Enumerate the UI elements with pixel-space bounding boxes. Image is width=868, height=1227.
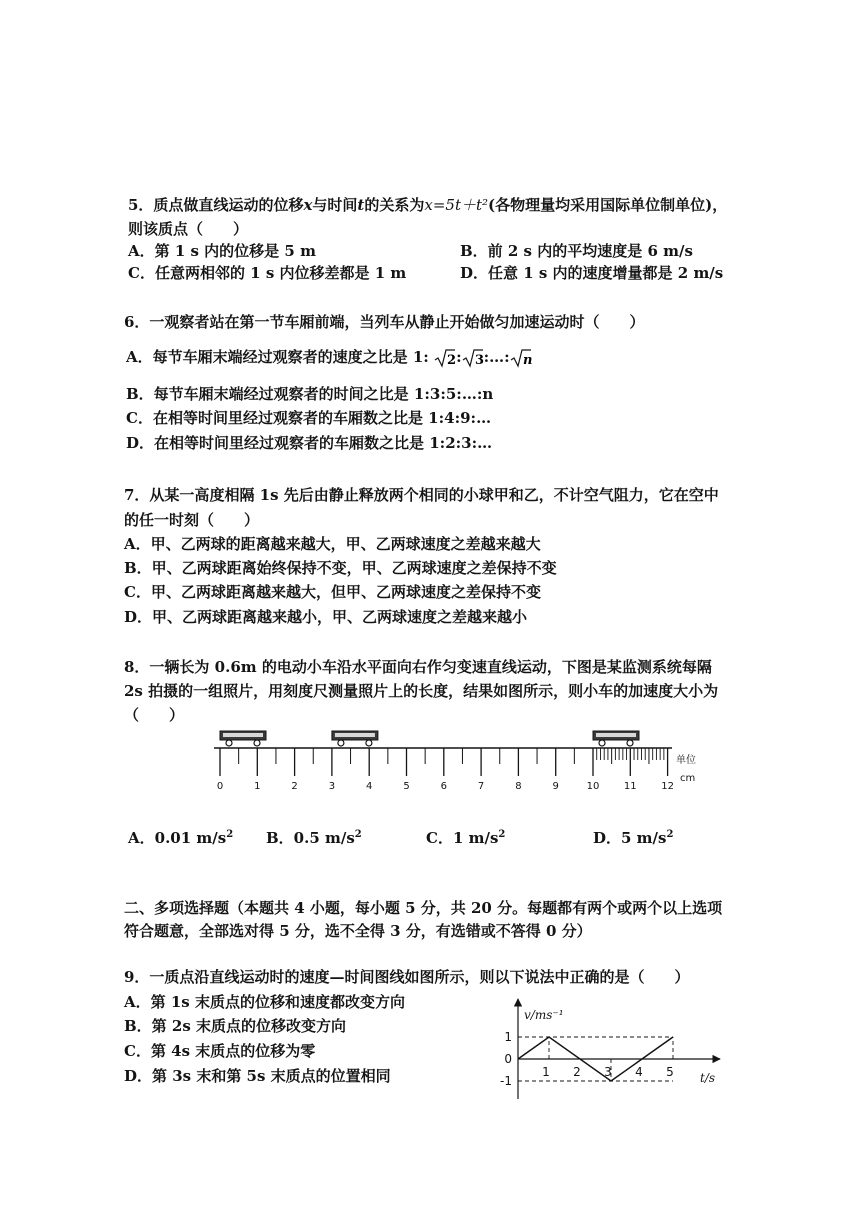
q7-option-d: D．甲、乙两球距离越来越小，甲、乙两球速度之差越来越小 — [124, 608, 528, 626]
q5-option-a: A．第 1 s 内的位移是 5 m — [128, 242, 316, 260]
q8-option-b — [266, 828, 362, 848]
q8-stem-line3: （ ） — [124, 706, 185, 724]
q5-option-d: D．任意 1 s 内的速度增量都是 2 m/s — [460, 264, 724, 282]
sqrt-3-symbol — [462, 347, 484, 369]
q5-stem-line2: 则该质点（ ） — [128, 220, 249, 238]
ruler-unit: cm — [680, 773, 696, 784]
sqrt-n-radicand: n — [522, 353, 532, 368]
section2-line1: 二、多项选择题（本题共 4 小题，每小题 5 分，共 20 分。每题都有两个或两个以上选项 — [124, 899, 723, 917]
cart-window — [335, 733, 375, 737]
q6-option-b: B．每节车厢末端经过观察者的时间之比是 1:3:5:…:n — [126, 385, 494, 403]
y-axis-label: v/ms⁻¹ — [524, 1008, 564, 1022]
q5-option-b: B．前 2 s 内的平均速度是 6 m/s — [460, 242, 693, 260]
cart-window — [223, 733, 263, 737]
q9-option-a: A．第 1s 末质点的位移和速度都改变方向 — [124, 993, 405, 1011]
q5-var-x: x — [303, 196, 313, 214]
x-axis-label: t/s — [700, 1071, 716, 1085]
q5-stem-line1 — [128, 195, 727, 215]
ruler-tick-label: 9 — [552, 781, 559, 792]
ruler-unit-label: 单位 — [676, 755, 696, 766]
cart — [220, 731, 266, 746]
x-tick-label: 1 — [542, 1065, 550, 1079]
ruler-tick-label: 7 — [477, 781, 485, 792]
y-tick-label: -1 — [500, 1074, 512, 1088]
q5-stem-d: (各物理量均采用国际单位制单位)， — [488, 196, 728, 214]
x-tick-label: 4 — [635, 1065, 643, 1079]
sqrt-2-radicand: 2 — [447, 353, 457, 368]
q9-stem: 9．一质点沿直线运动时的速度—时间图线如图所示，则以下说法中正确的是（ ） — [124, 968, 690, 986]
cart-wheel — [366, 740, 372, 746]
ruler-tick-label: 4 — [366, 781, 373, 792]
cart-wheel — [627, 740, 633, 746]
sqrt-3-radicand: 3 — [474, 353, 484, 368]
q6-option-c: C．在相等时间里经过观察者的车厢数之比是 1:4:9:… — [126, 409, 492, 427]
q8-stem-line2: 2s 拍摄的一组照片，用刻度尺测量照片上的长度，结果如图所示，则小车的加速度大小为 — [124, 682, 719, 700]
q8-option-c — [426, 828, 505, 848]
q7-option-b: B．甲、乙两球距离始终保持不变，甲、乙两球速度之差保持不变 — [124, 559, 557, 577]
q5-var-t: t — [357, 196, 365, 214]
q9-option-b: B．第 2s 末质点的位移改变方向 — [124, 1017, 347, 1035]
q9-option-c: C．第 4s 末质点的位移为零 — [124, 1042, 316, 1060]
q6-stem: 6．一观察者站在第一节车厢前端，当列车从静止开始做匀加速运动时（ ） — [124, 313, 645, 331]
ruler-tick-label: 6 — [440, 781, 447, 792]
cart-photos — [220, 731, 639, 746]
ruler-tick-label: 5 — [403, 781, 410, 792]
q7-stem-line1: 7．从某一高度相隔 1s 先后由静止释放两个相同的小球甲和乙，不计空气阻力，它在空中 — [124, 486, 719, 504]
q8-option-b-label: B．0.5 m/s — [266, 829, 355, 847]
q8-option-a-sup: 2 — [226, 829, 234, 840]
ruler — [214, 748, 674, 792]
q8-option-d-sup: 2 — [666, 829, 674, 840]
q5-formula: x=5t＋t² — [424, 196, 489, 214]
q8-option-c-label: C．1 m/s — [426, 829, 499, 847]
y-tick-label: 0 — [504, 1052, 512, 1066]
q8-option-b-sup: 2 — [354, 829, 362, 840]
ruler-tick-label: 12 — [661, 781, 674, 792]
sqrt-2-symbol — [434, 347, 456, 369]
q6-option-a-prefix: A．每节车厢末端经过观察者的速度之比是 1: — [126, 348, 429, 366]
q6-option-a-mid: :…: — [483, 348, 510, 366]
ruler-tick-label: 0 — [216, 781, 224, 792]
q8-option-d — [593, 828, 673, 848]
ruler-tick-label: 3 — [328, 781, 336, 792]
q5-stem-c: 的关系为 — [364, 196, 425, 214]
q8-option-a-label: A．0.01 m/s — [128, 829, 227, 847]
ruler-figure — [200, 728, 720, 800]
q7-option-a: A．甲、乙两球的距离越来越大，甲、乙两球速度之差越来越大 — [124, 535, 541, 553]
q8-option-d-label: D．5 m/s — [593, 829, 667, 847]
cart-wheel — [338, 740, 344, 746]
cart-wheel — [226, 740, 232, 746]
q8-option-c-sup: 2 — [498, 829, 506, 840]
x-tick-label: 5 — [666, 1065, 674, 1079]
q5-option-c: C．任意两相邻的 1 s 内位移差都是 1 m — [128, 264, 407, 282]
cart-window — [596, 733, 636, 737]
cart — [593, 731, 639, 746]
ruler-tick-label: 8 — [515, 781, 522, 792]
cart-wheel — [254, 740, 260, 746]
q8-stem-line1: 8．一辆长为 0.6m 的电动小车沿水平面向右作匀变速直线运动，下图是某监测系统每隔 — [124, 658, 712, 676]
section2-line2: 符合题意，全部选对得 5 分，选不全得 3 分，有选错或不答得 0 分） — [124, 922, 592, 940]
q9-option-d: D．第 3s 末和第 5s 末质点的位置相同 — [124, 1067, 391, 1085]
x-tick-label: 3 — [604, 1065, 612, 1079]
q5-stem-a: 5．质点做直线运动的位移 — [128, 196, 304, 214]
cart-wheel — [599, 740, 605, 746]
q6-option-d: D．在相等时间里经过观察者的车厢数之比是 1:2:3:… — [126, 434, 493, 452]
cart — [332, 731, 378, 746]
q7-option-c: C．甲、乙两球距离越来越大，但甲、乙两球速度之差保持不变 — [124, 583, 541, 601]
y-tick-label: 1 — [504, 1030, 512, 1044]
q7-stem-line2: 的任一时刻（ ） — [124, 511, 260, 529]
ruler-tick-label: 10 — [586, 781, 600, 792]
q8-option-a — [128, 828, 233, 848]
q6-option-a: A．每节车厢末端经过观察者的速度之比是 1: 2 : 3 :…: n — [126, 348, 532, 368]
x-tick-label: 2 — [573, 1065, 581, 1079]
velocity-time-graph — [488, 995, 738, 1130]
ruler-tick-label: 2 — [291, 781, 298, 792]
ruler-tick-label: 1 — [254, 781, 261, 792]
sqrt-n-symbol — [510, 347, 532, 369]
ruler-tick-label: 11 — [623, 781, 637, 792]
q5-stem-b: 与时间 — [312, 196, 358, 214]
